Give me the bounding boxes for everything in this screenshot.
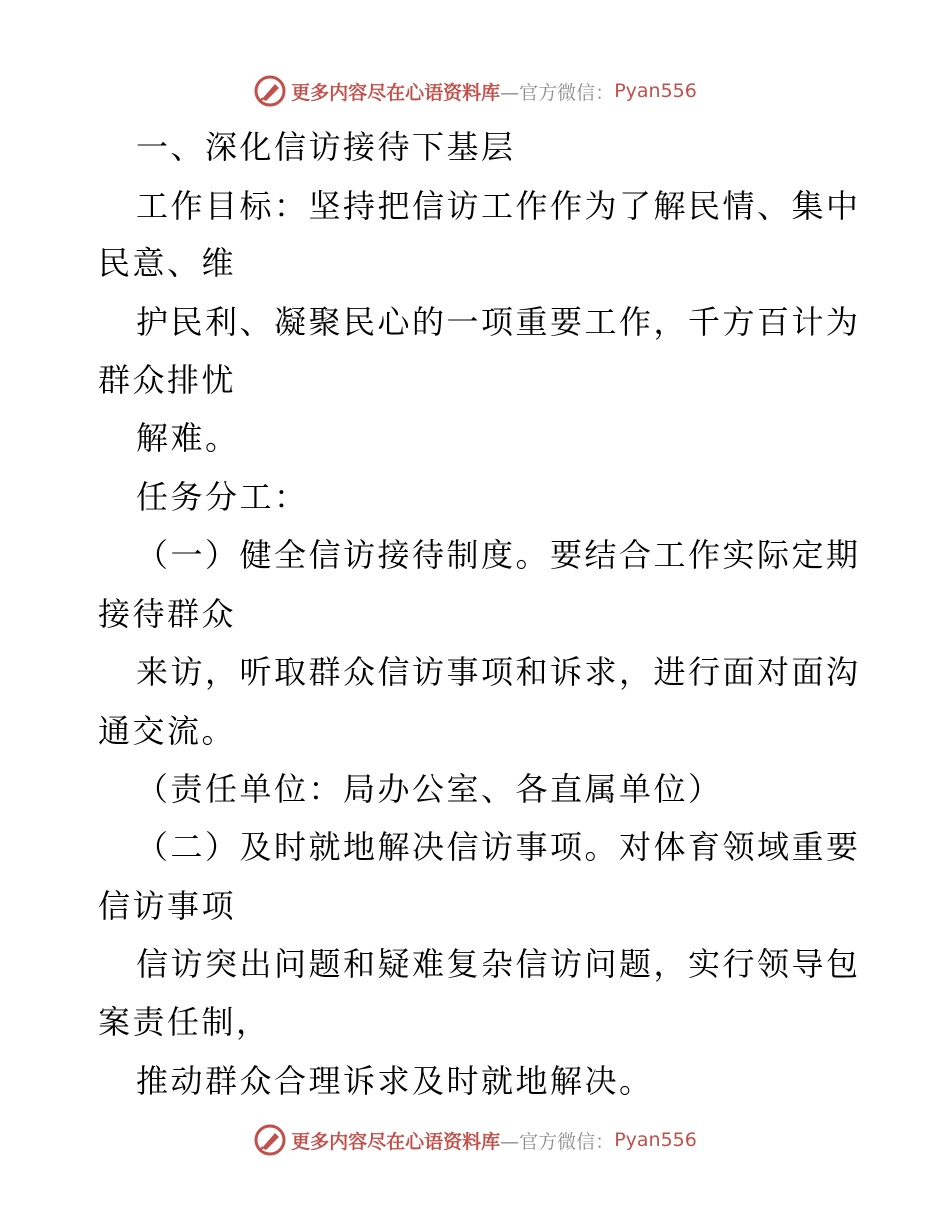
watermark-text: 更多内容尽在心语资料库 bbox=[291, 81, 501, 104]
paragraph-line: 解难。 bbox=[136, 419, 240, 457]
paragraph-line: 护民利、凝聚民心的一项重要工作，千方百计为 bbox=[136, 303, 861, 341]
watermark-wechat-id: Pyan556 bbox=[614, 80, 697, 102]
watermark-wechat-label: —官方微信： bbox=[500, 81, 615, 104]
section-heading: 一、深化信访接待下基层 bbox=[136, 128, 516, 166]
paragraph-line: （责任单位：局办公室、各直属单位） bbox=[136, 770, 723, 808]
paragraph-line: 案责任制， bbox=[98, 1003, 271, 1041]
paragraph-line: 推动群众合理诉求及时就地解决。 bbox=[136, 1062, 654, 1100]
watermark-text: 更多内容尽在心语资料库 bbox=[291, 1130, 501, 1153]
paragraph-line: 接待群众 bbox=[98, 595, 237, 633]
paragraph-line: 信访事项 bbox=[98, 887, 237, 925]
watermark-wechat-label: —官方微信： bbox=[500, 1130, 615, 1153]
footer-watermark bbox=[0, 1120, 950, 1160]
pen-nib-logo-icon bbox=[253, 1123, 287, 1157]
paragraph-line: 信访突出问题和疑难复杂信访问题，实行领导包 bbox=[136, 945, 861, 983]
paragraph-line: （一）健全信访接待制度。要结合工作实际定期 bbox=[136, 536, 861, 574]
subheading-line: 任务分工： bbox=[136, 478, 309, 516]
paragraph-line: 群众排忧 bbox=[98, 361, 237, 399]
paragraph-line: 来访，听取群众信访事项和诉求，进行面对面沟 bbox=[136, 653, 861, 691]
watermark-wechat-id: Pyan556 bbox=[614, 1129, 697, 1151]
paragraph-line: 工作目标：坚持把信访工作作为了解民情、集中 bbox=[136, 187, 861, 225]
paragraph-line: （二）及时就地解决信访事项。对体育领域重要 bbox=[136, 828, 861, 866]
paragraph-line: 通交流。 bbox=[98, 712, 237, 750]
paragraph-line: 民意、维 bbox=[98, 244, 237, 282]
